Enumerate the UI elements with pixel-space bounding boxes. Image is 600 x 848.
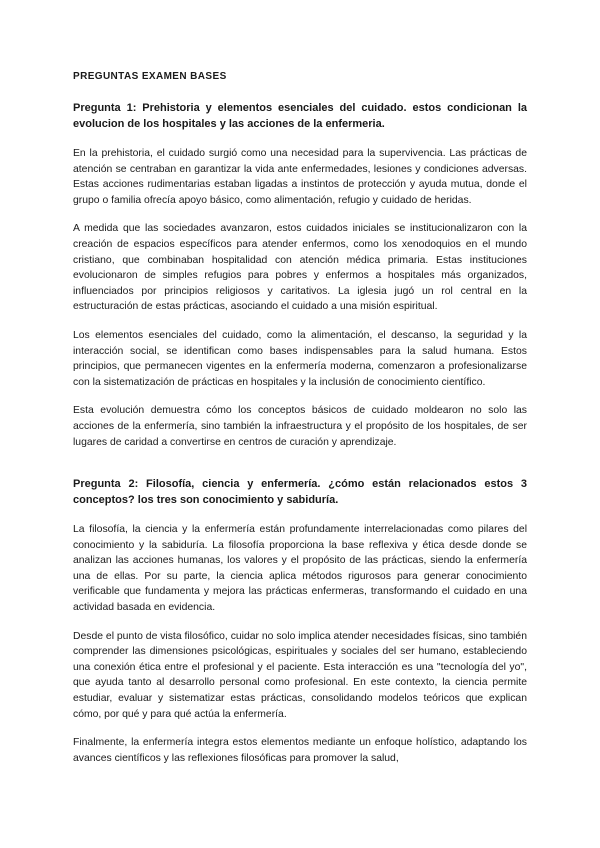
question-1-paragraph-2: A medida que las sociedades avanzaron, estos cuidados iniciales se institucionalizaron con la creación de espacios específicos para atender enfermos, como los xenodoquios en el mundo cristiano, que combinaban hospitalidad con atención médica primaria. Estas instituciones evolucionaron de simples refugios para pobres y enfermos a hospitales más organizados, influenciados por principios religiosos y caritativos. La iglesia jugó un rol central en la estructuración de estas prácticas, asociando el cuidado a una misión espiritual. [73, 223, 527, 313]
document-title: PREGUNTAS EXAMEN BASES [73, 71, 227, 82]
question-2-paragraph-2: Desde el punto de vista filosófico, cuidar no solo implica atender necesidades físicas, sino también comprender las dimensiones psicológicas, espirituales y sociales del ser humano, estableciendo una conexión ética entre el profesional y el paciente. Esta interacción es una "tecnología del yo", que ayuda tanto al desarrollo personal como profesional. En este contexto, la ciencia permite estudiar, evaluar y sistematizar estas prácticas, consolidando modelos teóricos que explican cómo, por qué y para qué actúa la enfermería. [73, 630, 527, 720]
question-2-heading: Pregunta 2: Filosofía, ciencia y enfermería. ¿cómo están relacionados estos 3 conceptos? los tres son conocimiento y sabiduría. [73, 478, 527, 507]
question-2-paragraph-3: Finalmente, la enfermería integra estos elementos mediante un enfoque holístico, adaptando los avances científicos y las reflexiones filosóficas para promover la salud, [73, 737, 527, 764]
question-1-paragraph-1: En la prehistoria, el cuidado surgió como una necesidad para la supervivencia. Las prácticas de atención se centraban en garantizar la vida ante enfermedades, lesiones y condiciones adversas. Estas acciones rudimentarias estaban ligadas a instintos de protección y ayuda mutua, donde el grupo o familia ofrecía apoyo básico, como alimentación, refugio y cuidado de heridas. [73, 148, 527, 206]
document-page [73, 70, 527, 779]
question-1-paragraph-4: Esta evolución demuestra cómo los conceptos básicos de cuidado moldearon no solo las acciones de la enfermería, sino también la infraestructura y el propósito de los hospitales, de ser lugares de caridad a convertirse en centros de curación y aprendizaje. [73, 405, 527, 448]
question-2-section [73, 476, 527, 766]
question-1-paragraph-3: Los elementos esenciales del cuidado, como la alimentación, el descanso, la seguridad y la interacción social, se identifican como bases indispensables para la salud humana. Estos principios, que permanecen vigentes en la enfermería moderna, comenzaron a profesionalizarse con la sistematización de prácticas en hospitales y la inclusión de conocimiento científico. [73, 329, 527, 388]
question-1-heading: Pregunta 1: Prehistoria y elementos esenciales del cuidado. estos condicionan la evolucion de los hospitales y las acciones de la enfermeria. [73, 102, 527, 130]
question-2-paragraph-1: La filosofía, la ciencia y la enfermería están profundamente interrelacionadas como pilares del conocimiento y la sabiduría. La filosofía proporciona la base reflexiva y ética desde donde se analizan las acciones humanas, los valores y el propósito de las prácticas, siendo la enfermería una de ellas. Por su parte, la ciencia aplica métodos rigurosos para generar conocimiento verificable que fundamenta y mejora las prácticas enfermeras, transformando el cuidado en una actividad basada en evidencia. [73, 524, 527, 614]
question-1-section [73, 100, 527, 450]
